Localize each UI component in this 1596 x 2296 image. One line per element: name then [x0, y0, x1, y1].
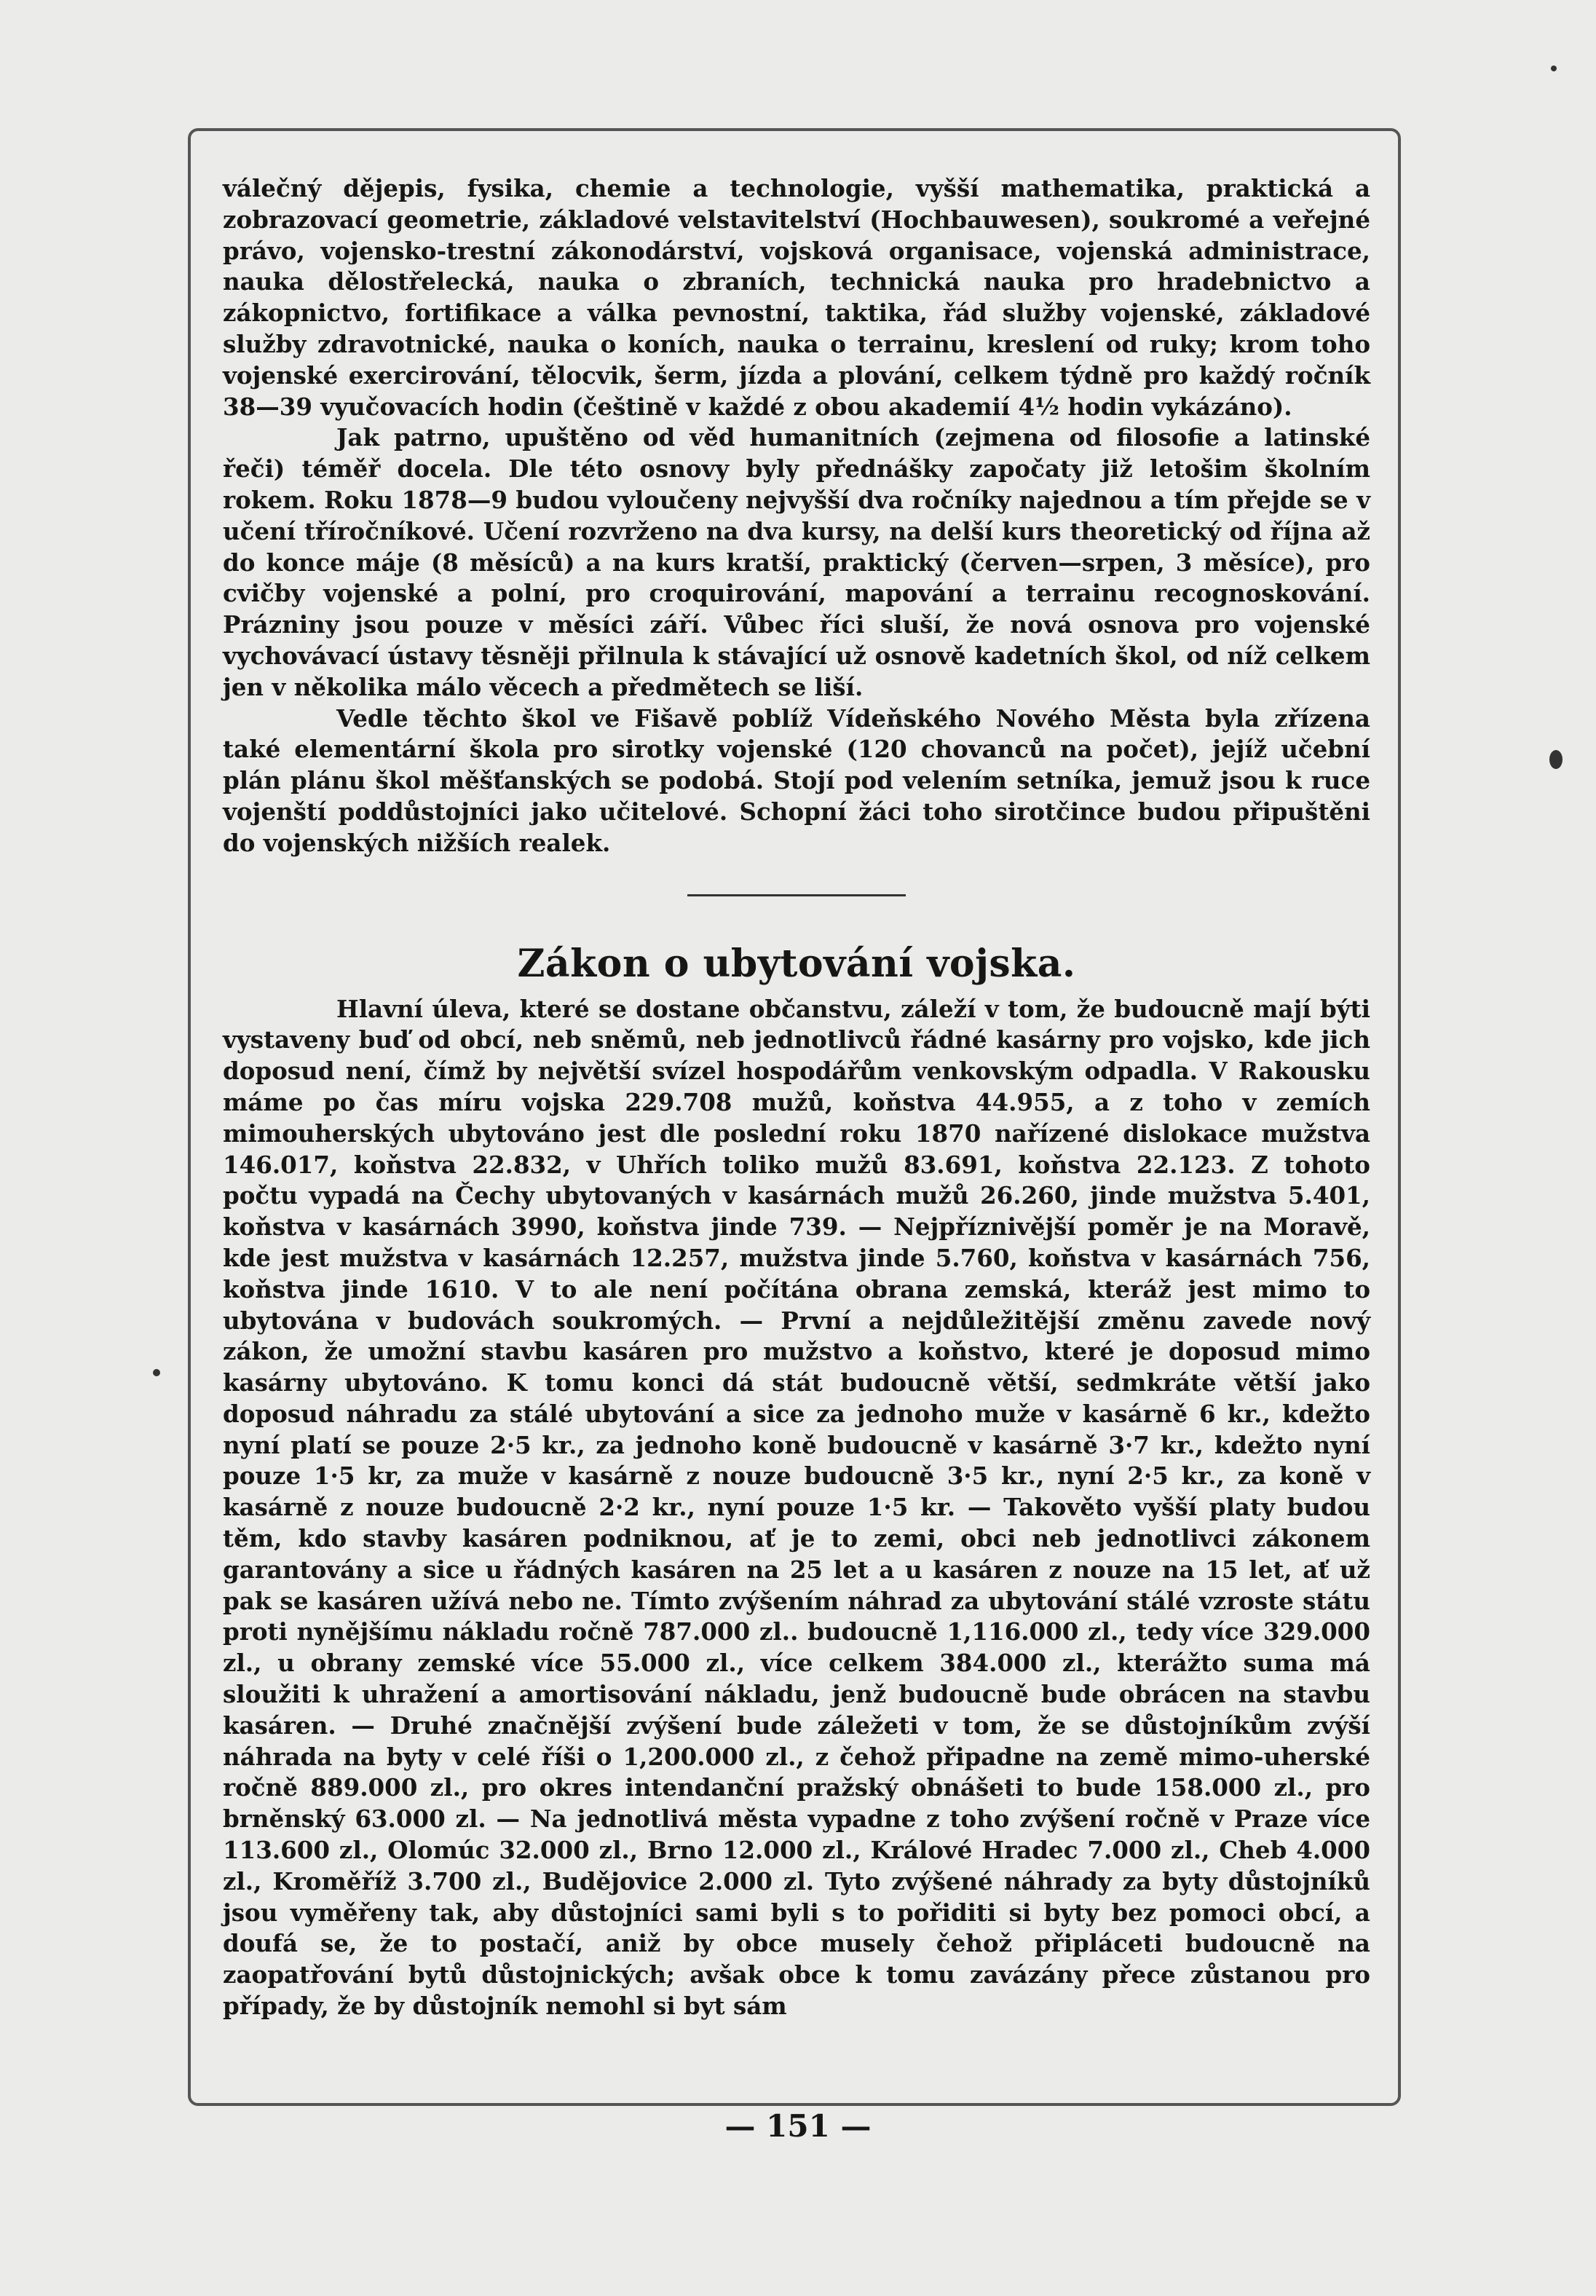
paragraph-quartering-law: Hlavní úleva, které se dostane občanstvu, záleží v tom, že budoucně mají býti vystaveny buď od obcí, neb sněmů, neb jednotlivců řádné kasárny pro vojsko, kde jich doposud není, čímž by největší svízel hospodářům venkovským odpadla. V Rakousku máme po čas míru vojska 229.708 mužů, koňstva 44.955, a z toho v zemích mimouherských ubytováno jest dle poslední roku 1870 nařízené dislokace mužstva 146.017, koňstva 22.832, v Uhřích toliko mužů 83.691, koňstva 22.123. Z tohoto počtu vypadá na Čechy ubytovaných v kasárnách mužů 26.260, jinde mužstva 5.401, koňstva v kasárnách 3990, koňstva jinde 739. — Nejpříznivější poměr je na Moravě, kde jest mužstva v kasárnách 12.257, mužstva jinde 5.760, koňstva v kasárnách 756, koňstva jinde 1610. V to ale není počítána obrana zemská, kteráž jest mimo to ubytována v budovách soukromých. — První a nejdůležitější změnu zavede nový zákon, že umožní stavbu kasáren pro mužstvo a koňstvo, které je doposud mimo kasárny ubytováno. K tomu konci dá stát budoucně větší, sedmkráte větší jako doposud náhradu za stálé ubytování a sice za jednoho muže v kasárně 6 kr., kdežto nyní platí se pouze 2·5 kr., za jednoho koně budoucně v kasárně 3·7 kr., kdežto nyní pouze 1·5 kr, za muže v kasárně z nouze budoucně 3·5 kr., nyní 2·5 kr., za koně v kasárně z nouze budoucně 2·2 kr., nyní pouze 1·5 kr. — Takověto vyšší platy budou těm, kdo stavby kasáren podniknou, ať je to zemi, obci neb jednotlivci zákonem garantovány a sice u řádných kasáren na 25 let a u kasáren z nouze na 15 let, ať už pak se kasáren užívá nebo ne. Tímto zvýšením náhrad za ubytování stálé vzroste státu proti nynějšímu nákladu ročně 787.000 zl.. budoucně 1,116.000 zl., tedy více 329.000 zl., u obrany zemské více 55.000 zl., více celkem 384.000 zl., kterážto suma má sloužiti k uhražení a amortisování nákladu, jenž budoucně bude obrácen na stavbu kasáren. — Druhé značnější zvýšení bude záležeti v tom, že se důstojníkům zvýší náhrada na byty v celé říši o 1,200.000 zl., z čehož připadne na země mimo-uherské ročně 889.000 zl., pro okres intendanční pražský obnášeti to bude 158.000 zl., pro brněnský 63.000 zl. — Na jednotlivá města vypadne z toho zvýšení ročně v Praze více 113.600 zl., Olomúc 32.000 zl., Brno 12.000 zl., Králové Hradec 7.000 zl., Cheb 4.000 zl., Kroměříž 3.700 zl., Budějovice 2.000 zl. Tyto zvýšené náhrady za byty důstojníků jsou vyměřeny tak, aby důstojníci sami byli s to pořiditi si byty bez pomoci obcí, a doufá se, že to postačí, aniž by obce musely čehož připláceti budoucně na zaopatřování bytů důstojnických; avšak obce k tomu zavázány přece zůstanou pro případy, že by důstojník nemohl si byt sám	[223, 994, 1370, 2021]
scan-speck	[153, 1369, 160, 1376]
paragraph-orphan-school: Vedle těchto škol ve Fišavě poblíž Vídeňského Nového Města byla zřízena také elementární škola pro sirotky vojenské (120 chovanců na počet), jejíž učební plán plánu škol měšťanských se podobá. Stojí pod velením setníka, jemuž jsou k ruce vojenští poddůstojníci jako učitelové. Schopní žáci toho sirotčince budou připuštěni do vojenských nižších realek.	[223, 703, 1370, 857]
page-number: — 151 —	[724, 2108, 872, 2144]
scan-speck	[1549, 750, 1563, 769]
text-block	[223, 173, 1370, 2022]
section-divider	[687, 894, 906, 896]
scan-speck	[1551, 66, 1557, 71]
paragraph-humanities-note: Jak patrno, upuštěno od věd humanitních (zejmena od filosofie a latinské řeči) téměř docela. Dle této osnovy byly přednášky započaty již letošim školním rokem. Roku 1878—9 budou vyloučeny nejvyšší dva ročníky najednou a tím přejde se v učení tříročníkové. Učení rozvrženo na dva kursy, na delší kurs theoretický od října až do konce máje (8 měsíců) a na kurs kratší, praktický (červen—srpen, 3 měsíce), pro cvičby vojenské a polní, pro croquirování, mapování a terrainu recognoskování. Prázniny jsou pouze v měsíci září. Vůbec říci sluší, že nová osnova pro vojenské vychovávací ústavy těsněji přilnula k stávající už osnově kadetních škol, od níž celkem jen v několika málo věcech a předmětech se liší.	[223, 423, 1370, 701]
paragraph-curriculum-continued: válečný dějepis, fysika, chemie a technologie, vyšší mathematika, praktická a zobrazovací geometrie, základové velstavitelství (Hochbauwesen), soukromé a veřejné právo, vojensko-trestní zákonodárství, vojsková organisace, vojenská administrace, nauka dělostřelecká, nauka o zbraních, technická nauka pro hradebnictvo a zákopnictvo, fortifikace a válka pevnostní, taktika, řád služby vojenské, základové služby zdravotnické, nauka o koních, nauka o terrainu, kreslení od ruky; krom toho vojenské exercirování, tělocvik, šerm, jízda a plování, celkem týdně pro každý ročník 38—39 vyučovacích hodin (češtině v každé z obou akademií 4½ hodin vykázáno).	[223, 174, 1370, 421]
section-title: Zákon o ubytování vojska.	[517, 941, 1076, 986]
